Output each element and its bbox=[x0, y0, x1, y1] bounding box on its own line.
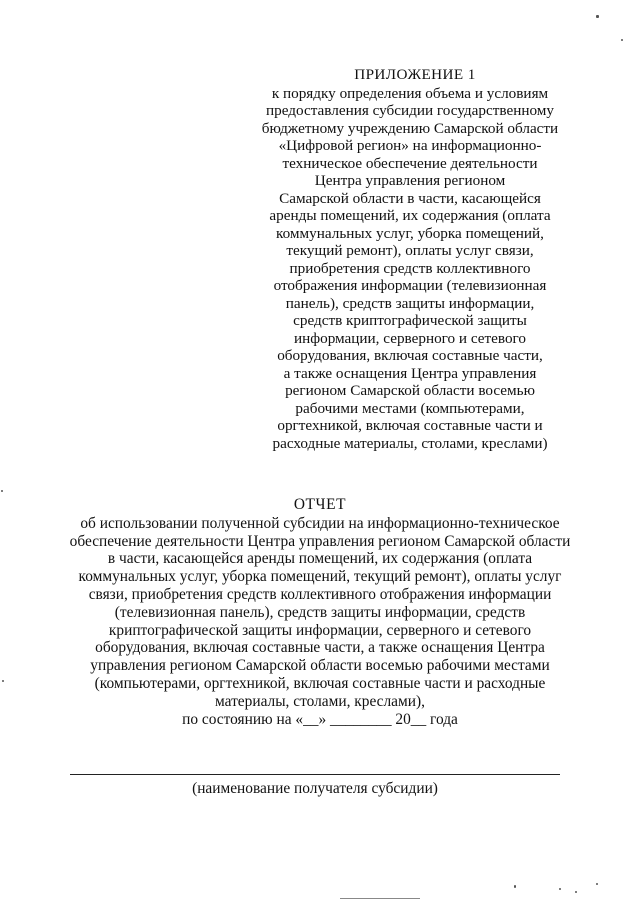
appendix-line: регионом Самарской области восемью bbox=[285, 382, 535, 399]
appendix-line: техническое обеспечение деятельности bbox=[282, 154, 538, 172]
report-line: связи, приобретения средств коллективного отображения информации bbox=[88, 585, 552, 603]
appendix-line: оборудования, включая составные части, bbox=[277, 347, 543, 364]
appendix-line: к порядку определения объема и условиям bbox=[271, 84, 549, 102]
appendix-line: приобретения средств коллективного bbox=[289, 259, 531, 277]
report-line: криптографической защиты информации, серверного и сетевого bbox=[108, 621, 532, 639]
report-line: оборудования, включая составные части, а также оснащения Центра bbox=[95, 639, 545, 657]
appendix-line: а также оснащения Центра управления bbox=[283, 364, 537, 382]
appendix-line: Центра управления регионом bbox=[314, 172, 506, 189]
appendix-block bbox=[250, 66, 570, 452]
report-line: управления регионом Самарской области восемью рабочими местами bbox=[90, 657, 550, 675]
appendix-line: средств криптографической защиты bbox=[293, 312, 527, 329]
report-line: материалы, столами, креслами), bbox=[215, 692, 425, 710]
scan-speck bbox=[575, 891, 577, 893]
appendix-line: рабочими местами (компьютерами, bbox=[295, 399, 525, 417]
appendix-line: аренды помещений, их содержания (оплата bbox=[269, 207, 551, 224]
appendix-heading: ПРИЛОЖЕНИЕ 1 bbox=[354, 66, 476, 83]
report-as-of-date: по состоянию на «__» ________ 20__ года bbox=[182, 710, 458, 728]
appendix-line: Самарской области в части, касающейся bbox=[279, 189, 541, 207]
appendix-line: «Цифровой регион» на информационно- bbox=[278, 137, 542, 154]
appendix-line: оргтехникой, включая составные части и bbox=[277, 417, 543, 434]
appendix-line: отображения информации (телевизионная bbox=[273, 277, 547, 294]
appendix-line: информации, серверного и сетевого bbox=[294, 329, 526, 347]
scan-speck bbox=[1, 490, 3, 492]
report-line: в части, касающейся аренды помещений, их содержания (оплата bbox=[107, 550, 533, 568]
scan-speck bbox=[514, 885, 516, 888]
appendix-line: панель), средств защиты информации, bbox=[285, 294, 535, 312]
recipient-name-line bbox=[70, 774, 560, 775]
appendix-line: расходные материалы, столами, креслами) bbox=[272, 434, 548, 452]
appendix-line: коммунальных услуг, уборка помещений, bbox=[276, 224, 544, 242]
scan-edge-mark bbox=[340, 898, 420, 899]
report-line: (телевизионная панель), средств защиты информации, средств bbox=[114, 603, 526, 621]
appendix-line: бюджетному учреждению Самарской области bbox=[261, 119, 559, 137]
appendix-line: текущий ремонт), оплаты услуг связи, bbox=[286, 242, 534, 259]
report-line: обеспечение деятельности Центра управления регионом Самарской области bbox=[69, 532, 571, 550]
scan-speck bbox=[596, 883, 598, 885]
report-line: (компьютерами, оргтехникой, включая составные части и расходные bbox=[94, 674, 546, 692]
scan-speck bbox=[559, 888, 561, 890]
report-line: коммунальных услуг, уборка помещений, текущий ремонт), оплаты услуг bbox=[78, 568, 562, 586]
scan-speck bbox=[596, 15, 599, 18]
report-line: об использовании полученной субсидии на информационно-техническое bbox=[80, 514, 560, 532]
recipient-caption: (наименование получателя субсидии) bbox=[192, 780, 438, 797]
report-title: ОТЧЕТ bbox=[293, 496, 347, 513]
scan-speck bbox=[2, 680, 4, 682]
report-block bbox=[40, 496, 600, 728]
appendix-line: предоставления субсидии государственному bbox=[266, 102, 554, 119]
scan-speck bbox=[621, 39, 623, 41]
